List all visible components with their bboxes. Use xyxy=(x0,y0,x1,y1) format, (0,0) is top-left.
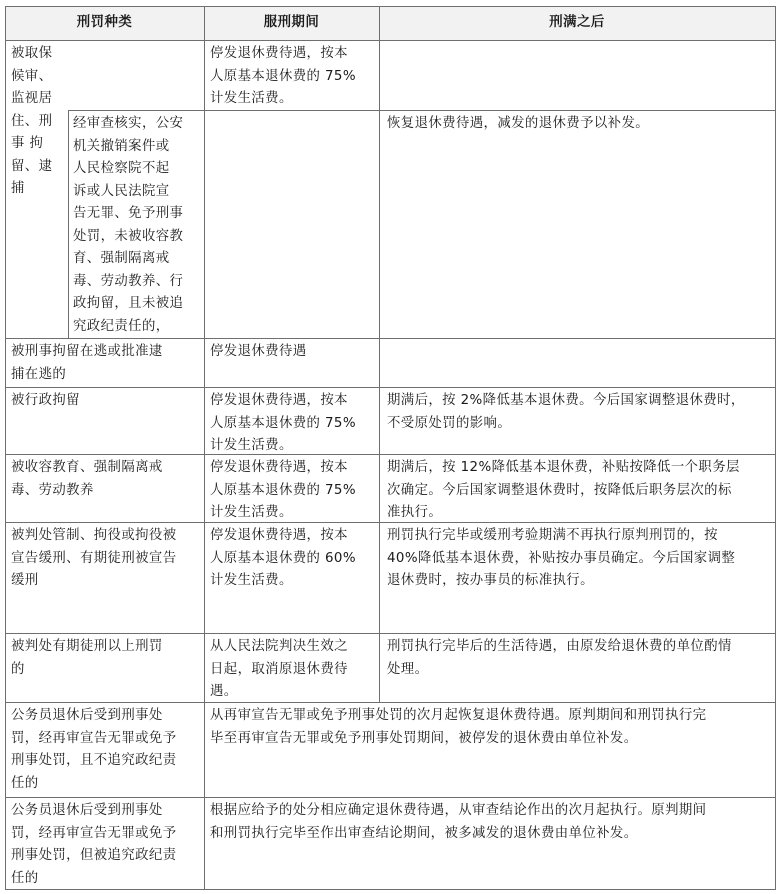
grid-line xyxy=(204,6,205,890)
grid-line xyxy=(5,454,776,455)
row3-after: 期满后，按 2%降低基本退休费。今后国家调整退休费时， 不受原处罚的影响。 xyxy=(387,393,745,431)
row4-period: 停发退休费待遇，按本 人原基本退休费的 75% 计发生活费。 xyxy=(210,460,356,520)
grid-line xyxy=(5,338,776,339)
grid-line xyxy=(379,6,380,702)
grid-line xyxy=(775,6,776,890)
row1a-period: 停发退休费待遇，按本 人原基本退休费的 75% 计发生活费。 xyxy=(210,46,356,106)
row4-category: 被收容教育、强制隔离戒 毒、劳动教养 xyxy=(11,460,163,498)
grid-line xyxy=(5,387,776,388)
row6-category: 被判处有期徒刑以上刑罚 的 xyxy=(11,639,163,677)
row4-after: 期满后，按 12%降低基本退休费，补贴按降低一个职务层 次确定。今后国家调整退休费时，按降低后职务层次的标 准执行。 xyxy=(387,460,740,520)
row1b-condition: 经审查核实，公安 机关撤销案件或 人民检察院不起 诉或人民法院宣 告无罪、免予刑事 处罚，未被收容教 育、强制隔离戒 毒、劳动教养、行 政拘留，且未被追 究政纪责任的， xyxy=(73,116,184,334)
penalty-table xyxy=(5,6,776,890)
row2-period: 停发退休费待遇 xyxy=(210,344,307,359)
grid-line xyxy=(5,6,776,7)
grid-line xyxy=(5,633,776,634)
row5-after: 刑罚执行完毕或缓刑考验期满不再执行原判刑罚的，按 40%降低基本退休费，补贴按办事员确定。今后国家调整 退休费时，按办事员的标准执行。 xyxy=(387,528,736,588)
header-penalty-type: 刑罚种类 xyxy=(76,15,133,30)
grid-line xyxy=(5,40,776,41)
row2-category: 被刑事拘留在逃或批准逮 捕在逃的 xyxy=(11,344,163,382)
row8-merged: 根据应给予的处分相应确定退休费待遇，从审查结论作出的次月起执行。原判期间 和刑罚执行完毕至作出审查结论期间，被多减发的退休费由单位补发。 xyxy=(210,803,707,841)
grid-line xyxy=(68,110,69,338)
row1-category: 被取保 候审、 监视居 住、刑 事 拘 留、逮 捕 xyxy=(11,46,53,196)
header-serving-period: 服刑期间 xyxy=(263,15,320,30)
row6-period: 从人民法院判决生效之 日起，取消原退休费待 遇。 xyxy=(210,639,348,699)
grid-line xyxy=(5,702,776,703)
grid-line xyxy=(68,110,776,111)
row3-period: 停发退休费待遇，按本 人原基本退休费的 75% 计发生活费。 xyxy=(210,393,356,453)
row5-period: 停发退休费待遇，按本 人原基本退休费的 60% 计发生活费。 xyxy=(210,528,356,588)
row6-after: 刑罚执行完毕后的生活待遇，由原发给退休费的单位酌情 处理。 xyxy=(387,639,732,677)
grid-line xyxy=(5,797,776,798)
row5-category: 被判处管制、拘役或拘役被 宣告缓刑、有期徒刑被宣告 缓刑 xyxy=(11,528,177,588)
row7-category: 公务员退休后受到刑事处 罚，经再审宣告无罪或免予 刑事处罚，且不追究政纪责 任的 xyxy=(11,708,177,791)
row3-category: 被行政拘留 xyxy=(11,393,80,408)
grid-line xyxy=(5,6,6,890)
row7-merged: 从再审宣告无罪或免予刑事处罚的次月起恢复退休费待遇。原判期间和刑罚执行完 毕至再审宣告无罪或免予刑事处罚期间，被停发的退休费由单位补发。 xyxy=(210,708,707,746)
row8-category: 公务员退休后受到刑事处 罚，经再审宣告无罪或免予 刑事处罚，但被追究政纪责 任的 xyxy=(11,803,177,886)
header-after-sentence: 刑满之后 xyxy=(549,15,605,30)
row1b-after: 恢复退休费待遇，减发的退休费予以补发。 xyxy=(387,116,650,131)
